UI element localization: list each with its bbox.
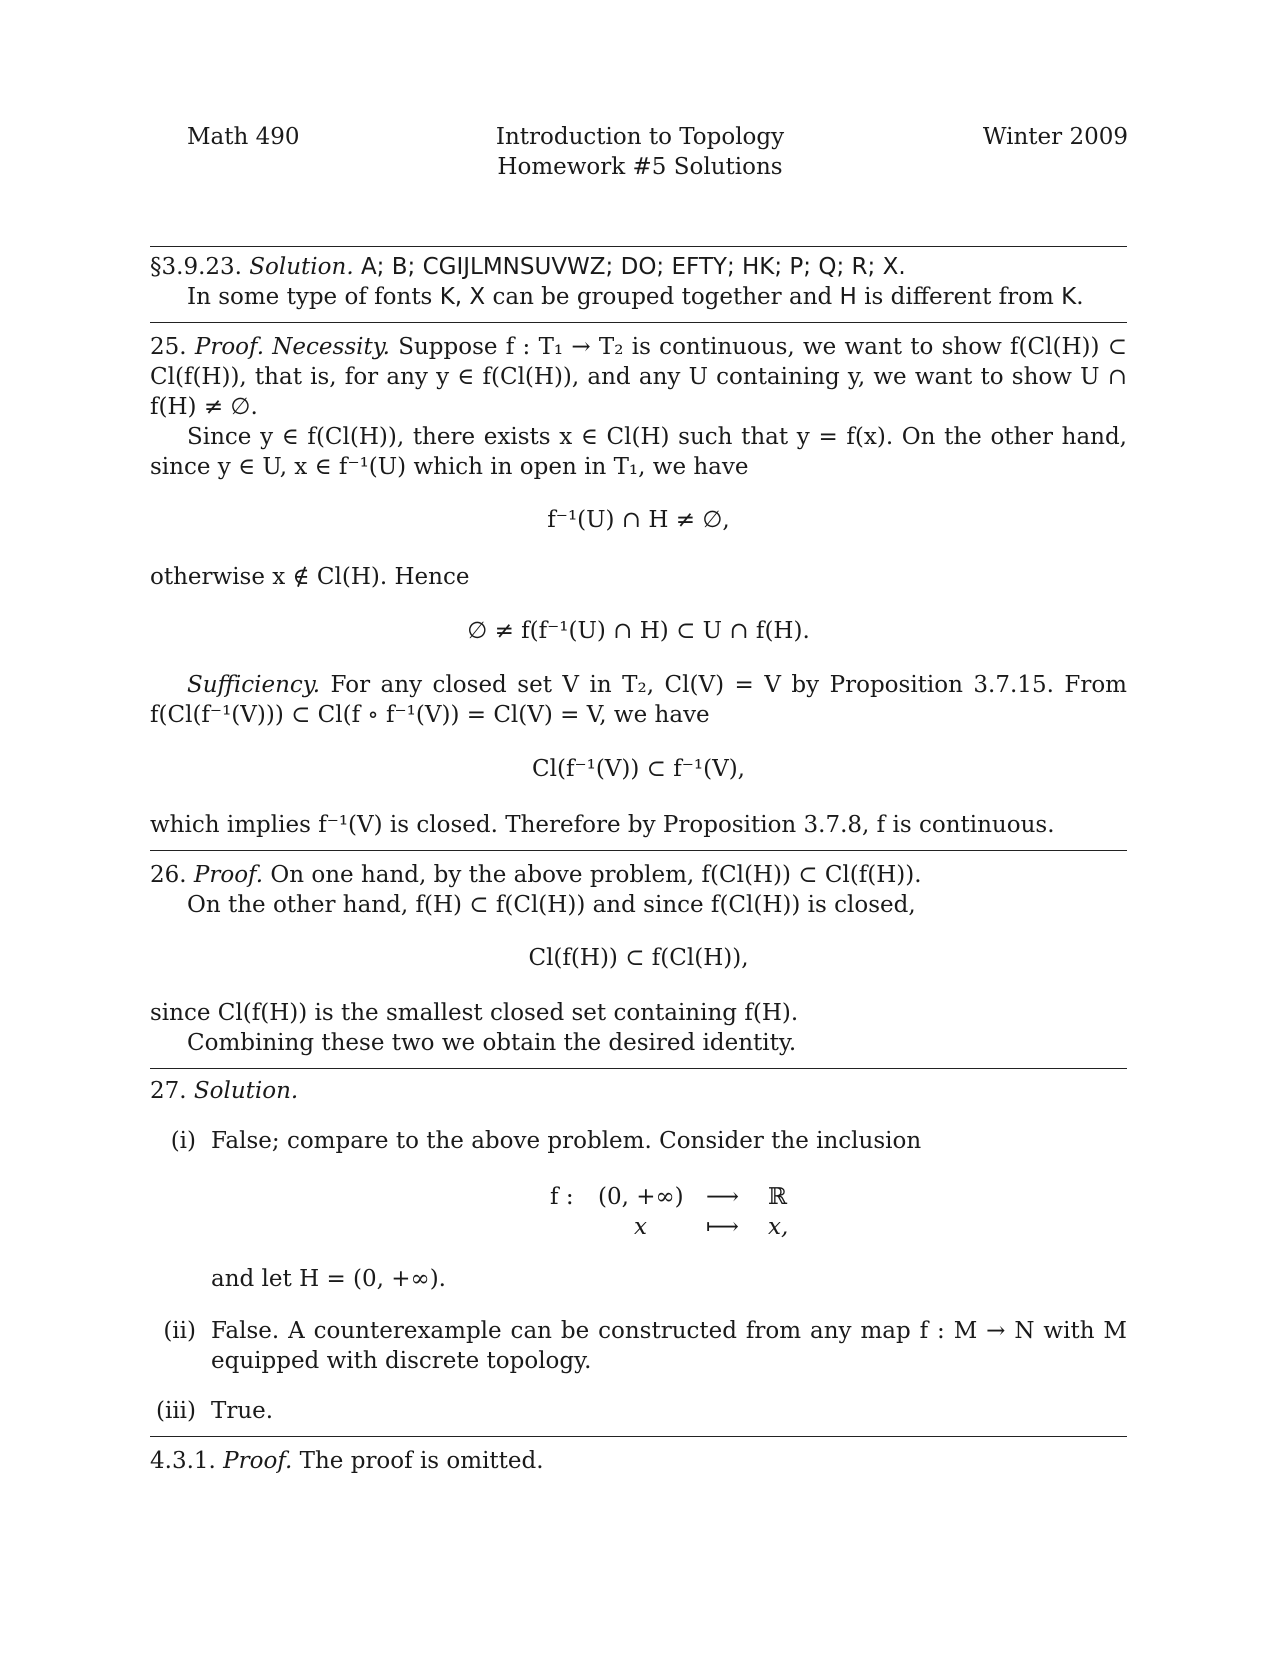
display-equation: ∅ ≠ f(f⁻¹(U) ∩ H) ⊂ U ∩ f(H).: [467, 618, 810, 644]
display-equation: Cl(f(H)) ⊂ f(Cl(H)),: [528, 945, 749, 971]
paragraph-text: The proof is omitted.: [299, 1448, 544, 1474]
problem-number: 25.: [150, 334, 187, 360]
map-f-label: f :: [550, 1184, 574, 1210]
map-arrow: ⟶: [706, 1184, 739, 1210]
problem-number: 27.: [150, 1078, 187, 1104]
item-i-text: False; compare to the above problem. Consider the inclusion: [211, 1128, 922, 1154]
problem-3-9-23-note: In some type of fonts K, X can be grouped together and H is different from K.: [187, 284, 1084, 310]
letter-groups: A; B; CGIJLMNSUVWZ; DO; EFTY; HK; P; Q; R; X.: [360, 254, 906, 280]
section-divider: [150, 1436, 1127, 1437]
title-line-1: Introduction to Topology: [495, 124, 785, 150]
problem-3-9-23-line-1: [150, 252, 1127, 282]
display-equation: Cl(f⁻¹(V)) ⊂ f⁻¹(V),: [532, 756, 745, 782]
map-mapsto: ⟼: [706, 1214, 739, 1240]
item-label-ii: (ii): [163, 1318, 196, 1344]
solution-label: Solution.: [193, 1078, 299, 1104]
proof-label: Proof.: [223, 1448, 293, 1474]
map-image: x,: [768, 1214, 789, 1240]
problem-26-line-1: [150, 860, 1127, 890]
problem-27-heading: [150, 1076, 1127, 1106]
item-ii-text: False. A counterexample can be constructed from any map f : M → N with M equipped with discrete topology.: [211, 1318, 1127, 1374]
section-divider: [150, 1068, 1127, 1069]
problem-25-conclusion: which implies f⁻¹(V) is closed. Therefore by Proposition 3.7.8, f is continuous.: [150, 812, 1055, 838]
section-divider: [150, 322, 1127, 323]
problem-number: §3.9.23.: [150, 254, 242, 280]
problem-4-3-1: [150, 1446, 1127, 1476]
course-label: Math 490: [187, 124, 300, 150]
map-domain: (0, +∞): [598, 1184, 684, 1210]
title-line-2: Homework #5 Solutions: [497, 154, 783, 180]
paragraph-text: Suppose f : T₁ → T₂ is continuous, we want to show f(Cl(H)) ⊂ Cl(f(H)), that is, for any y ∈ f(Cl(H)), and any U containing y, we want to show U ∩ f(H) ≠ ∅.: [150, 334, 1127, 420]
problem-26-line-4: Combining these two we obtain the desired identity.: [187, 1030, 797, 1056]
problem-26-line-2: On the other hand, f(H) ⊂ f(Cl(H)) and since f(Cl(H)) is closed,: [187, 892, 916, 918]
section-divider: [150, 246, 1127, 247]
problem-3-9-23: [150, 252, 1127, 312]
proof-label: Proof.: [194, 334, 265, 360]
map-element: x: [634, 1214, 647, 1240]
problem-25-necessity: [150, 332, 1127, 422]
problem-number: 26.: [150, 862, 187, 888]
paragraph-text: For any closed set V in T₂, Cl(V) = V by Proposition 3.7.15. From f(Cl(f⁻¹(V))) ⊂ Cl(f ∘ f⁻¹(V)) = Cl(V) = V, we have: [150, 672, 1127, 728]
item-label-iii: (iii): [155, 1398, 196, 1424]
section-divider: [150, 850, 1127, 851]
problem-25-paragraph-3: otherwise x ∉ Cl(H). Hence: [150, 564, 470, 590]
paragraph-text: On one hand, by the above problem, f(Cl(H)) ⊂ Cl(f(H)).: [270, 862, 922, 888]
problem-25-paragraph-2: Since y ∈ f(Cl(H)), there exists x ∈ Cl(H) such that y = f(x). On the other hand, since y ∈ U, x ∈ f⁻¹(U) which in open in T₁, we have: [150, 424, 1127, 480]
item-i-followup: and let H = (0, +∞).: [211, 1266, 446, 1292]
problem-25-sufficiency: [150, 670, 1127, 730]
item-label-i: (i): [170, 1128, 196, 1154]
sufficiency-label: Sufficiency.: [187, 672, 321, 698]
term-label: Winter 2009: [982, 124, 1128, 150]
item-iii-text: True.: [211, 1398, 274, 1424]
solution-label: Solution.: [249, 254, 354, 280]
proof-label: Proof.: [193, 862, 264, 888]
map-codomain: ℝ: [768, 1184, 788, 1210]
necessity-label: Necessity.: [272, 334, 390, 360]
problem-number: 4.3.1.: [150, 1448, 216, 1474]
problem-26-line-3: since Cl(f(H)) is the smallest closed set containing f(H).: [150, 1000, 799, 1026]
display-equation: f⁻¹(U) ∩ H ≠ ∅,: [547, 507, 730, 533]
